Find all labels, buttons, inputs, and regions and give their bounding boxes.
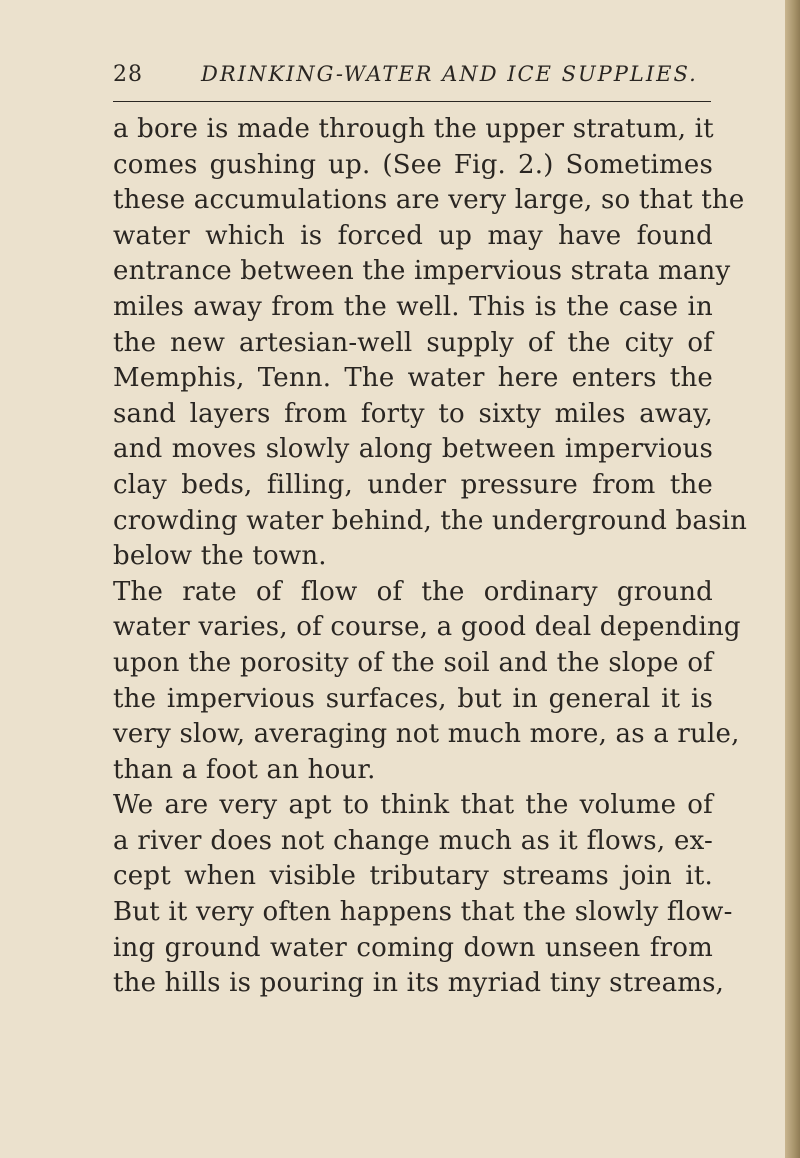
text-line: below the town.: [113, 541, 327, 572]
page-header: [113, 62, 713, 92]
text-line: a river does not change much as it flows, ex-: [113, 825, 713, 856]
text-line: these accumulations are very large, so that the: [113, 185, 745, 216]
text-line: the hills is pouring in its myriad tiny streams,: [113, 968, 725, 999]
text-line: the new artesian-well supply of the city of: [113, 327, 713, 358]
page-edge: [785, 0, 800, 1158]
text-line: comes gushing up. (See Fig. 2.) Sometimes: [113, 149, 713, 180]
text-line: water which is forced up may have found: [113, 220, 713, 251]
text-line: very slow, averaging not much more, as a rule,: [113, 719, 740, 750]
text-line: sand layers from forty to sixty miles away,: [113, 398, 713, 429]
text-line: clay beds, filling, under pressure from the: [113, 469, 713, 500]
text-line: upon the porosity of the soil and the slope of: [113, 647, 713, 678]
running-head: DRINKING-WATER AND ICE SUPPLIES.: [201, 62, 698, 86]
text-line: and moves slowly along between impervious: [113, 434, 713, 465]
header-rule: [113, 101, 711, 102]
text-line: crowding water behind, the underground basin: [113, 505, 748, 536]
text-line: water varies, of course, a good deal depending: [113, 612, 741, 643]
text-line: the impervious surfaces, but in general it is: [113, 683, 713, 714]
text-line: than a foot an hour.: [113, 754, 376, 785]
text-line: ing ground water coming down unseen from: [113, 932, 713, 963]
text-line: miles away from the well. This is the case in: [113, 291, 713, 322]
text-line: The rate of flow of the ordinary ground: [113, 576, 713, 607]
page-number: 28: [113, 62, 143, 87]
text-line: entrance between the impervious strata many: [113, 256, 731, 287]
text-line: We are very apt to think that the volume of: [113, 790, 713, 821]
text-line: Memphis, Tenn. The water here enters the: [113, 363, 713, 394]
body-text: [113, 112, 748, 1002]
text-line: But it very often happens that the slowly flow-: [113, 897, 733, 928]
text-line: a bore is made through the upper stratum, it: [113, 114, 714, 144]
text-line: cept when visible tributary streams join it.: [113, 861, 713, 892]
